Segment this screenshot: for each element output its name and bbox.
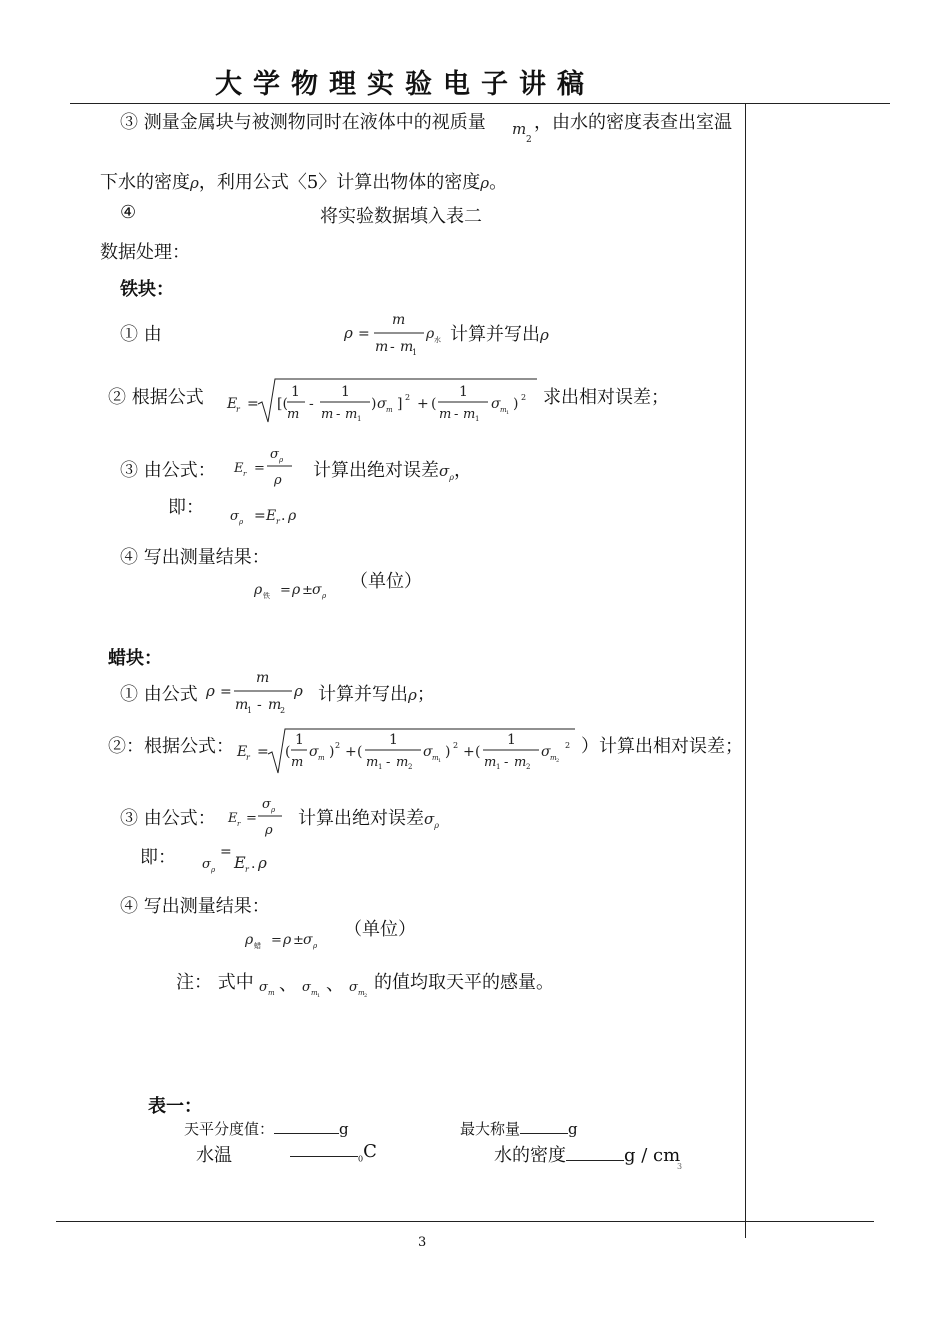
right-margin-line (745, 103, 746, 1238)
scale-blank[interactable] (274, 1119, 339, 1134)
svg-text:m: m (311, 989, 318, 997)
sigma-rho-symbol: $\sigma_\rho$ (424, 810, 439, 830)
svg-text:m: m (321, 407, 334, 422)
svg-text:=: = (254, 461, 265, 476)
wax-item3-label: ③ 由公式： (120, 808, 216, 829)
note-sigma-m2 (347, 975, 375, 1001)
svg-text:ρ: ρ (313, 942, 318, 950)
svg-text:m: m (386, 406, 393, 414)
svg-text:=: = (358, 326, 370, 342)
water-density-label: 水的密度 (494, 1145, 566, 1166)
svg-text:1: 1 (317, 993, 321, 999)
water-temp-blank[interactable] (290, 1142, 358, 1157)
svg-text:1: 1 (295, 732, 304, 748)
wax-item3-tail: 计算出绝对误差$\sigma_\rho$ (298, 808, 439, 830)
svg-text:[(: [( (277, 396, 288, 412)
wax-density-formula (204, 666, 314, 716)
svg-text:=: = (247, 396, 259, 412)
step4-number: ④ (120, 202, 137, 223)
svg-text:): ) (445, 744, 451, 760)
wax-item1-tail: 计算并写出ρ； (318, 684, 435, 705)
max-unit: g (568, 1120, 578, 1138)
iron-item3-ji: 即： (168, 497, 204, 518)
svg-text:=: = (271, 933, 282, 948)
svg-text:σ: σ (202, 857, 211, 872)
svg-text:r: r (243, 470, 247, 478)
iron-item2-tail: 求出相对误差； (543, 387, 669, 408)
scale-label: 天平分度值： (184, 1120, 275, 1138)
svg-text:r: r (245, 865, 249, 874)
svg-text:=: = (220, 844, 232, 860)
svg-text:铁: 铁 (263, 592, 270, 600)
svg-text:2: 2 (364, 993, 368, 999)
svg-text:2: 2 (453, 741, 459, 750)
iron-unit: （单位） (350, 571, 422, 592)
svg-text:1: 1 (341, 384, 350, 400)
svg-text:(: ( (431, 396, 437, 412)
wax-abs-error-formula (226, 792, 296, 840)
wax-heading: 蜡块： (108, 648, 162, 669)
wax-sigma-formula (200, 838, 280, 874)
svg-text:r: r (246, 753, 250, 762)
balance-scale-row (184, 1118, 349, 1139)
svg-text:2: 2 (405, 393, 411, 402)
svg-text:σ: σ (377, 396, 387, 412)
svg-text:E: E (266, 508, 277, 524)
page-title: 大学物理实验电子讲稿 (215, 69, 595, 100)
svg-text:1: 1 (506, 410, 510, 416)
svg-text:-: - (386, 755, 391, 770)
svg-text:2: 2 (521, 393, 527, 402)
max-label: 最大称量 (460, 1120, 521, 1138)
rho-symbol: ρ (540, 326, 549, 344)
svg-text:水: 水 (434, 336, 441, 344)
svg-text:m: m (375, 339, 389, 355)
wax-result-formula (243, 928, 338, 954)
svg-text:σ: σ (349, 980, 358, 995)
svg-text:E: E (234, 853, 246, 872)
water-density-blank[interactable] (566, 1146, 624, 1161)
iron-abs-error-formula (232, 442, 312, 490)
step3-line2: 下水的密度ρ，利用公式〈5〉计算出物体的密度ρ。 (100, 172, 508, 193)
svg-text:+: + (463, 744, 475, 760)
density-unit: g / cm (624, 1145, 681, 1166)
density-unit-sup: 3 (677, 1162, 683, 1171)
svg-text:r: r (236, 405, 240, 414)
svg-text:m: m (235, 697, 249, 713)
svg-text:ρ: ρ (322, 592, 327, 600)
svg-text:m: m (500, 406, 507, 414)
note-prefix: 注： 式中 (176, 972, 254, 993)
svg-text:-: - (336, 407, 341, 422)
svg-text:m: m (268, 989, 275, 997)
svg-text:m: m (396, 755, 409, 770)
svg-text:-: - (454, 407, 459, 422)
svg-text:E: E (227, 396, 238, 412)
iron-density-formula (340, 308, 450, 358)
svg-text:m: m (318, 754, 325, 762)
svg-text:m: m (432, 754, 439, 762)
svg-text:m: m (291, 755, 304, 770)
wax-item2-tail: ）计算出相对误差； (581, 736, 743, 757)
page-number: 3 (418, 1235, 427, 1250)
svg-text:ρ: ρ (245, 932, 254, 948)
svg-text:-: - (257, 697, 262, 713)
svg-text:ρ: ρ (258, 854, 267, 872)
svg-text:ρ: ρ (294, 682, 303, 700)
svg-text:=: = (257, 744, 269, 760)
svg-text:m: m (439, 407, 452, 422)
svg-text:): ) (329, 744, 335, 760)
rho-symbol: ρ (480, 174, 490, 192)
temp-degree-sup: 0 (358, 1154, 364, 1164)
note-sigma-m1 (300, 975, 326, 1001)
svg-text:蜡: 蜡 (254, 942, 261, 950)
svg-text:-: - (504, 755, 509, 770)
svg-text:σ: σ (302, 980, 311, 995)
svg-text:m: m (514, 755, 527, 770)
svg-text:±: ± (293, 933, 304, 948)
iron-sigma-formula (228, 502, 318, 530)
svg-text:): ) (513, 396, 519, 412)
iron-item3-tail: 计算出绝对误差$\sigma_\rho$， (313, 460, 472, 482)
svg-text:E: E (234, 461, 244, 476)
svg-text:(: ( (357, 744, 363, 760)
rho-symbol: ρ (408, 686, 417, 704)
svg-text:ρ: ρ (254, 582, 263, 598)
svg-text:ρ: ρ (265, 823, 273, 838)
svg-text:ρ: ρ (288, 508, 297, 524)
svg-text:ρ: ρ (274, 473, 282, 488)
svg-text:m: m (287, 407, 300, 422)
svg-text:±: ± (302, 583, 313, 598)
svg-text:1: 1 (412, 348, 418, 357)
svg-text:m: m (345, 407, 358, 422)
svg-text:E: E (237, 744, 248, 760)
svg-text:ρ: ρ (279, 456, 284, 464)
temp-unit: C (363, 1141, 377, 1162)
sigma-rho-symbol: $\sigma_\rho$ (439, 462, 454, 482)
svg-text:r: r (276, 517, 280, 526)
svg-text:1: 1 (475, 415, 480, 423)
svg-text:ρ: ρ (211, 866, 216, 874)
svg-text:m: m (400, 339, 414, 355)
iron-heading: 铁块： (120, 279, 174, 300)
svg-text:1: 1 (507, 732, 516, 748)
iron-item1-tail: 计算并写出ρ (450, 324, 549, 345)
svg-text:=: = (280, 583, 291, 598)
svg-text:ρ: ρ (283, 932, 292, 948)
svg-text:σ: σ (262, 797, 271, 812)
svg-text:r: r (237, 820, 241, 828)
svg-text:1: 1 (357, 415, 362, 423)
svg-text:m: m (463, 407, 476, 422)
svg-text:σ: σ (491, 396, 501, 412)
svg-text:ρ: ρ (271, 806, 276, 814)
water-temp-field (290, 1141, 377, 1164)
svg-text:.: . (281, 508, 286, 524)
svg-text:ρ: ρ (426, 326, 435, 342)
water-temp-label: 水温 (196, 1145, 232, 1166)
max-capacity-row (460, 1118, 578, 1139)
svg-text:m: m (366, 755, 379, 770)
svg-text:m: m (256, 670, 270, 686)
m2-sub: 2 (526, 135, 532, 145)
svg-text:ρ: ρ (292, 582, 301, 598)
svg-text:1: 1 (438, 758, 442, 764)
wax-item1-label: ① 由公式 (120, 684, 198, 705)
svg-text:2: 2 (565, 741, 571, 750)
svg-text:σ: σ (230, 509, 239, 524)
svg-text:(: ( (285, 744, 291, 760)
iron-item1-label: ① 由 (120, 324, 162, 345)
wax-item2-label: ②：根据公式： (108, 736, 234, 757)
svg-text:σ: σ (303, 932, 313, 948)
svg-text:1: 1 (291, 384, 300, 400)
svg-text:σ: σ (259, 980, 268, 995)
svg-text:=: = (254, 508, 266, 524)
svg-text:1: 1 (247, 706, 253, 715)
max-blank[interactable] (520, 1119, 568, 1134)
svg-text:ρ: ρ (206, 682, 215, 700)
svg-text:σ: σ (309, 744, 319, 760)
header-rule (70, 103, 890, 104)
processing-heading: 数据处理： (100, 242, 190, 263)
step4-text: 将实验数据填入表二 (320, 206, 482, 227)
svg-text:=: = (220, 684, 232, 700)
svg-text:σ: σ (312, 582, 322, 598)
svg-text:σ: σ (423, 744, 433, 760)
svg-text:1: 1 (378, 763, 383, 771)
svg-text:1: 1 (496, 763, 501, 771)
svg-text:σ: σ (541, 744, 551, 760)
svg-text:2: 2 (526, 763, 531, 771)
svg-text:ρ: ρ (344, 324, 353, 342)
svg-text:2: 2 (408, 763, 413, 771)
svg-text:m: m (550, 754, 557, 762)
iron-result-formula (252, 578, 347, 604)
svg-text:.: . (251, 856, 256, 872)
wax-item4-label: ④ 写出测量结果： (120, 896, 270, 917)
svg-text:2: 2 (335, 741, 341, 750)
note-sigma-m (257, 975, 281, 1001)
step3-line1: ③ 测量金属块与被测物同时在液体中的视质量 (120, 112, 486, 133)
iron-relative-error-formula (225, 376, 540, 426)
svg-text:=: = (246, 811, 257, 826)
svg-text:m: m (268, 697, 282, 713)
wax-unit: （单位） (344, 919, 416, 940)
svg-text:ρ: ρ (239, 518, 244, 526)
rho-symbol: ρ (190, 174, 199, 192)
iron-item4-label: ④ 写出测量结果： (120, 547, 270, 568)
iron-item3-label: ③ 由公式： (120, 460, 216, 481)
svg-text:+: + (345, 744, 357, 760)
svg-text:-: - (390, 339, 395, 355)
iron-item2-label: ② 根据公式 (108, 387, 204, 408)
m2-m: m (512, 120, 527, 138)
wax-item3-ji: 即： (140, 847, 176, 868)
scale-unit: g (339, 1120, 349, 1138)
note-suffix: 的值均取天平的感量。 (374, 972, 554, 993)
svg-text:σ: σ (270, 447, 279, 462)
step3-line1-tail: ，由水的密度表查出室温 (534, 112, 732, 133)
svg-text:m: m (392, 312, 406, 328)
note-sep1: 、 (279, 974, 297, 995)
svg-text:-: - (309, 396, 314, 412)
svg-text:): ) (371, 396, 377, 412)
water-density-field (494, 1141, 680, 1167)
svg-text:2: 2 (556, 758, 560, 764)
note-sep2: 、 (326, 974, 344, 995)
table1-heading: 表一： (148, 1096, 202, 1117)
svg-text:+: + (417, 396, 429, 412)
svg-text:]: ] (397, 396, 403, 412)
svg-text:1: 1 (459, 384, 468, 400)
svg-text:m: m (358, 989, 365, 997)
svg-text:2: 2 (280, 706, 286, 715)
svg-text:E: E (228, 811, 238, 826)
wax-relative-error-formula (235, 724, 595, 778)
footer-rule (56, 1221, 874, 1222)
svg-text:1: 1 (389, 732, 398, 748)
svg-text:(: ( (475, 744, 481, 760)
svg-text:m: m (484, 755, 497, 770)
